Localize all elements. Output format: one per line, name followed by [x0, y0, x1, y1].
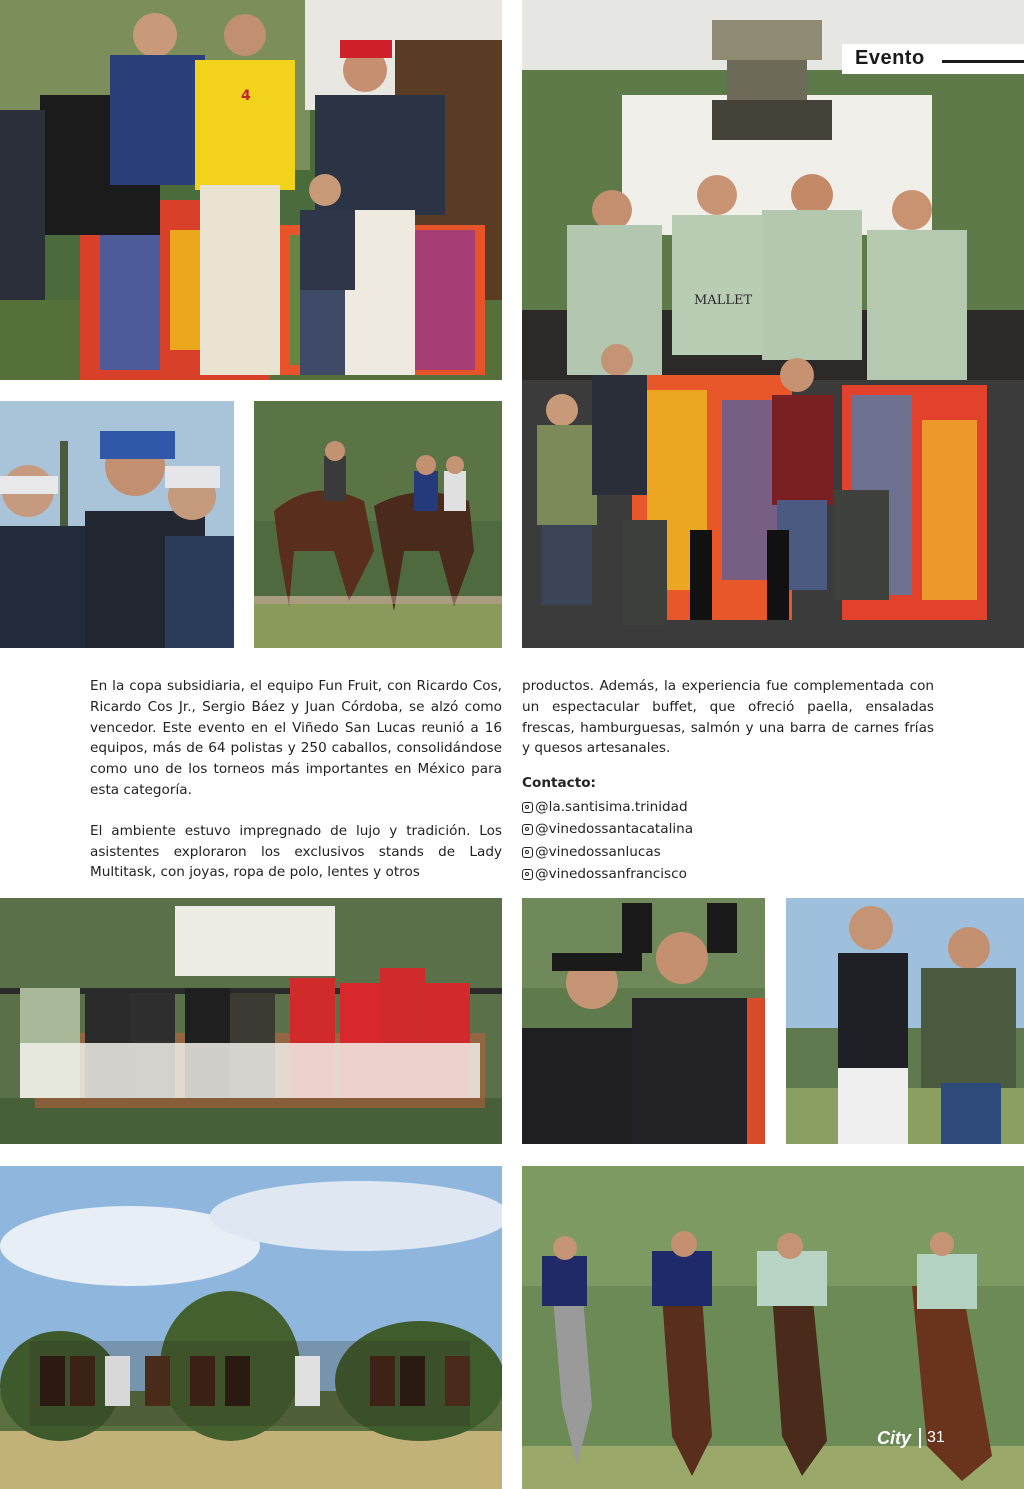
article-text-left	[90, 676, 502, 903]
instagram-icon	[522, 802, 533, 813]
paragraph-1: En la copa subsidiaria, el equipo Fun Fruit, con Ricardo Cos, Ricardo Cos Jr., Sergio Báez y Juan Córdoba, se alzó como vencedor. Este evento en el Viñedo San Lucas reunió a 16 equipos, más de 64 polistas y 250 caballos, consolidándose como uno de los torneos más importantes en México para esta categoría.	[90, 678, 502, 798]
instagram-icon	[522, 847, 533, 858]
contact-item[interactable]	[522, 818, 934, 841]
photo-polo-action	[254, 401, 502, 648]
contact-title: Contacto:	[522, 775, 596, 792]
photo-spectators	[0, 401, 234, 648]
section-tag-label: Evento	[855, 47, 925, 69]
photo-teams-field	[0, 1166, 502, 1489]
contact-handle[interactable]: @vinedossanfrancisco	[535, 866, 687, 883]
page-footer	[877, 1424, 945, 1452]
contact-item[interactable]	[522, 841, 934, 864]
footer-divider	[919, 1428, 921, 1448]
contact-handle[interactable]: @vinedossantacatalina	[535, 821, 694, 838]
photo-team-group	[0, 898, 502, 1144]
contact-handle[interactable]: @vinedossanlucas	[535, 843, 661, 860]
section-tag	[842, 44, 1024, 74]
contact-item[interactable]	[522, 863, 934, 886]
article-text-right	[522, 676, 934, 886]
section-tag-rule	[942, 60, 1024, 63]
instagram-icon	[522, 824, 533, 835]
jersey-number-text: 4	[241, 88, 251, 104]
photo-trophy-celebration	[522, 0, 1024, 648]
photo-men-walking	[786, 898, 1024, 1144]
instagram-icon	[522, 869, 533, 880]
photo-mvp-award	[0, 0, 502, 380]
contact-item[interactable]	[522, 796, 934, 819]
photo-two-men	[522, 898, 765, 1144]
magazine-brand: City	[877, 1427, 912, 1448]
paragraph-3: productos. Además, la experiencia fue complementada con un espectacular buffet, que ofreció paella, ensaladas frescas, hamburguesas, salmón y una barra de carnes frías y quesos artesanales.	[522, 678, 934, 757]
page-number: 31	[927, 1429, 945, 1446]
contact-handle[interactable]: @la.santisima.trinidad	[535, 798, 688, 815]
photo-polo-charge	[522, 1166, 1024, 1489]
team-shirt-text: MALLET	[694, 293, 753, 308]
paragraph-2: El ambiente estuvo impregnado de lujo y tradición. Los asistentes exploraron los exclusivos stands de Lady Multitask, con joyas, ropa de polo, lentes y otros	[90, 822, 502, 881]
